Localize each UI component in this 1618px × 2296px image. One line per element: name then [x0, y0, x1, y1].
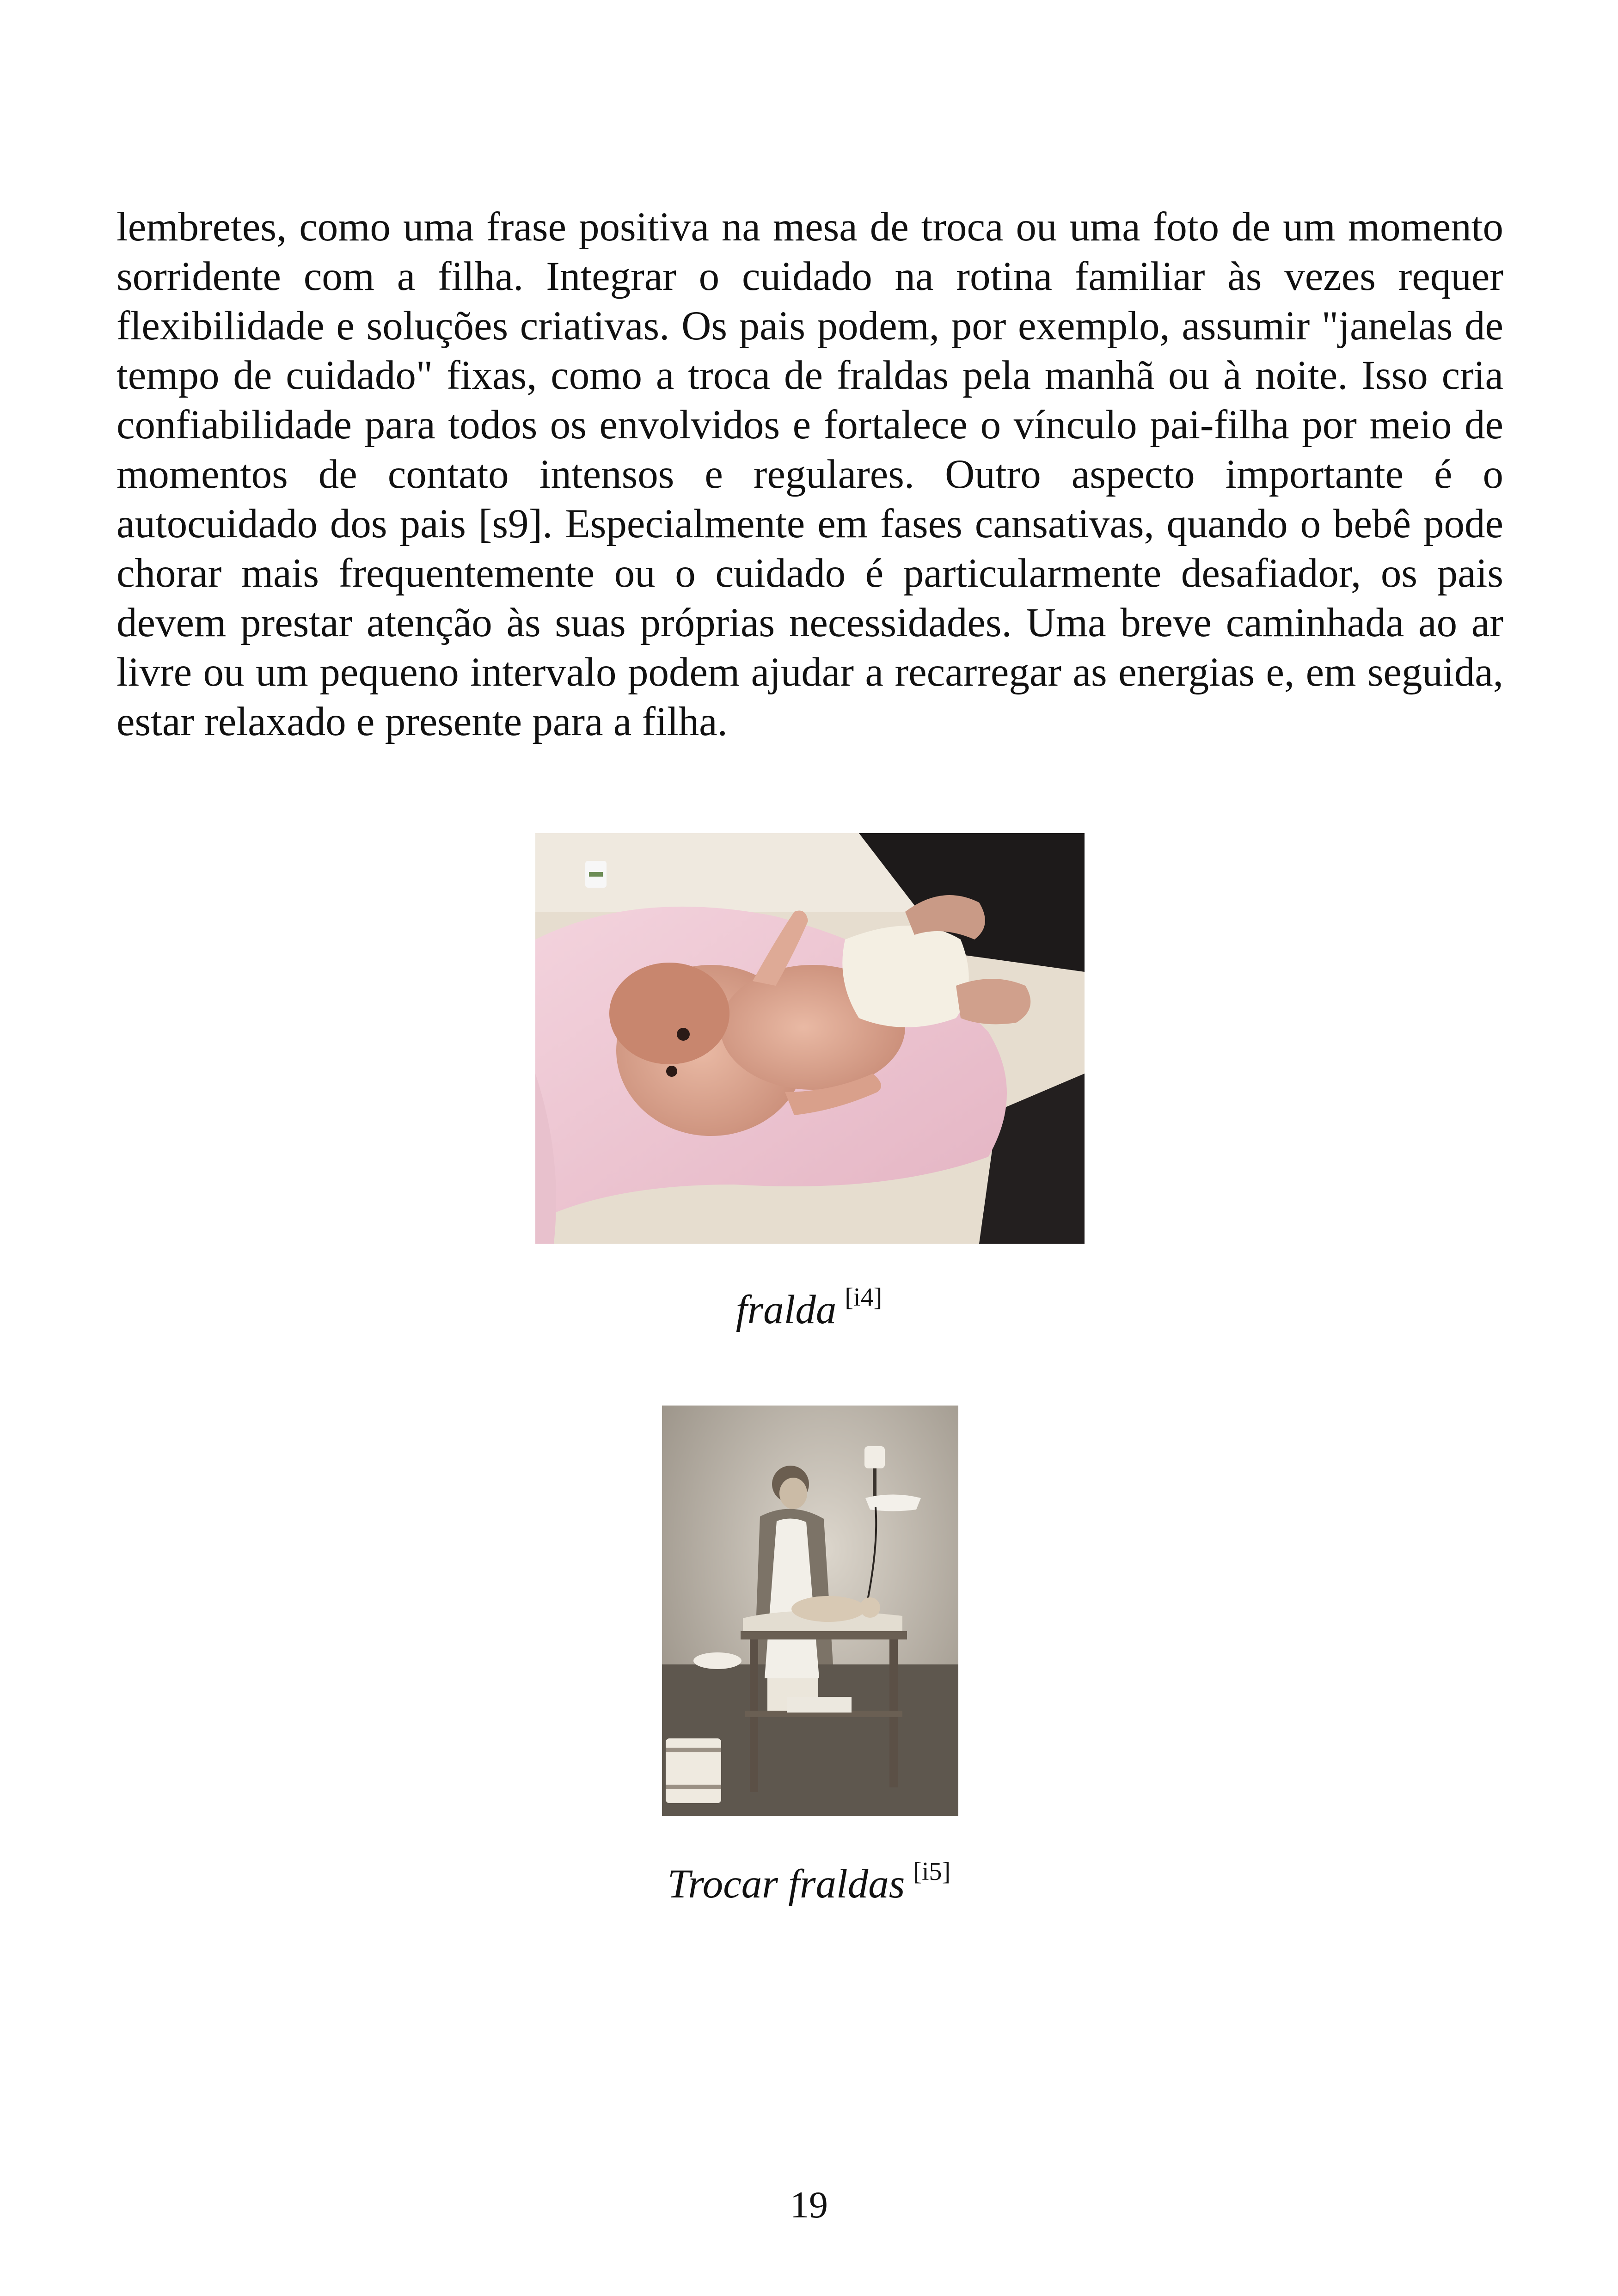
page-number: 19 [790, 2184, 828, 2226]
nurse-changing-baby-photo [662, 1406, 958, 1816]
figure-caption-fralda [0, 1283, 1618, 1333]
caption-text: fralda [735, 1287, 837, 1332]
figure-reference: [i4] [845, 1283, 883, 1312]
caption-text: Trocar fraldas [667, 1861, 905, 1907]
figure-caption-trocar-fraldas [0, 1857, 1618, 1908]
figure-reference: [i5] [913, 1857, 951, 1886]
baby-diaper-photo [535, 833, 1085, 1244]
body-paragraph: lembretes, como uma frase positiva na mesa de troca ou uma foto de um momento sorridente com a filha. Integrar o cuidado na rotina familiar às vezes requer flexibilidade e soluções criativas. Os pais podem, por exemplo, assumir "janelas de tempo de cuidado" fixas, como a troca de fraldas pela manhã ou à noite. Isso cria confiabilidade para todos os envolvidos e fortalece o vínculo pai-filha por meio de momentos de contato intensos e regulares. Outro aspecto importante é o autocuidado dos pais [s9]. Especialmente em fases cansativas, quando o bebê pode chorar mais frequentemente ou o cuidado é particularmente desafiador, os pais devem prestar atenção às suas próprias necessidades. Uma breve caminhada ao ar livre ou um pequeno intervalo podem ajudar a recarregar as energias e, em seguida, estar relaxado e presente para a filha. [116, 204, 1503, 744]
